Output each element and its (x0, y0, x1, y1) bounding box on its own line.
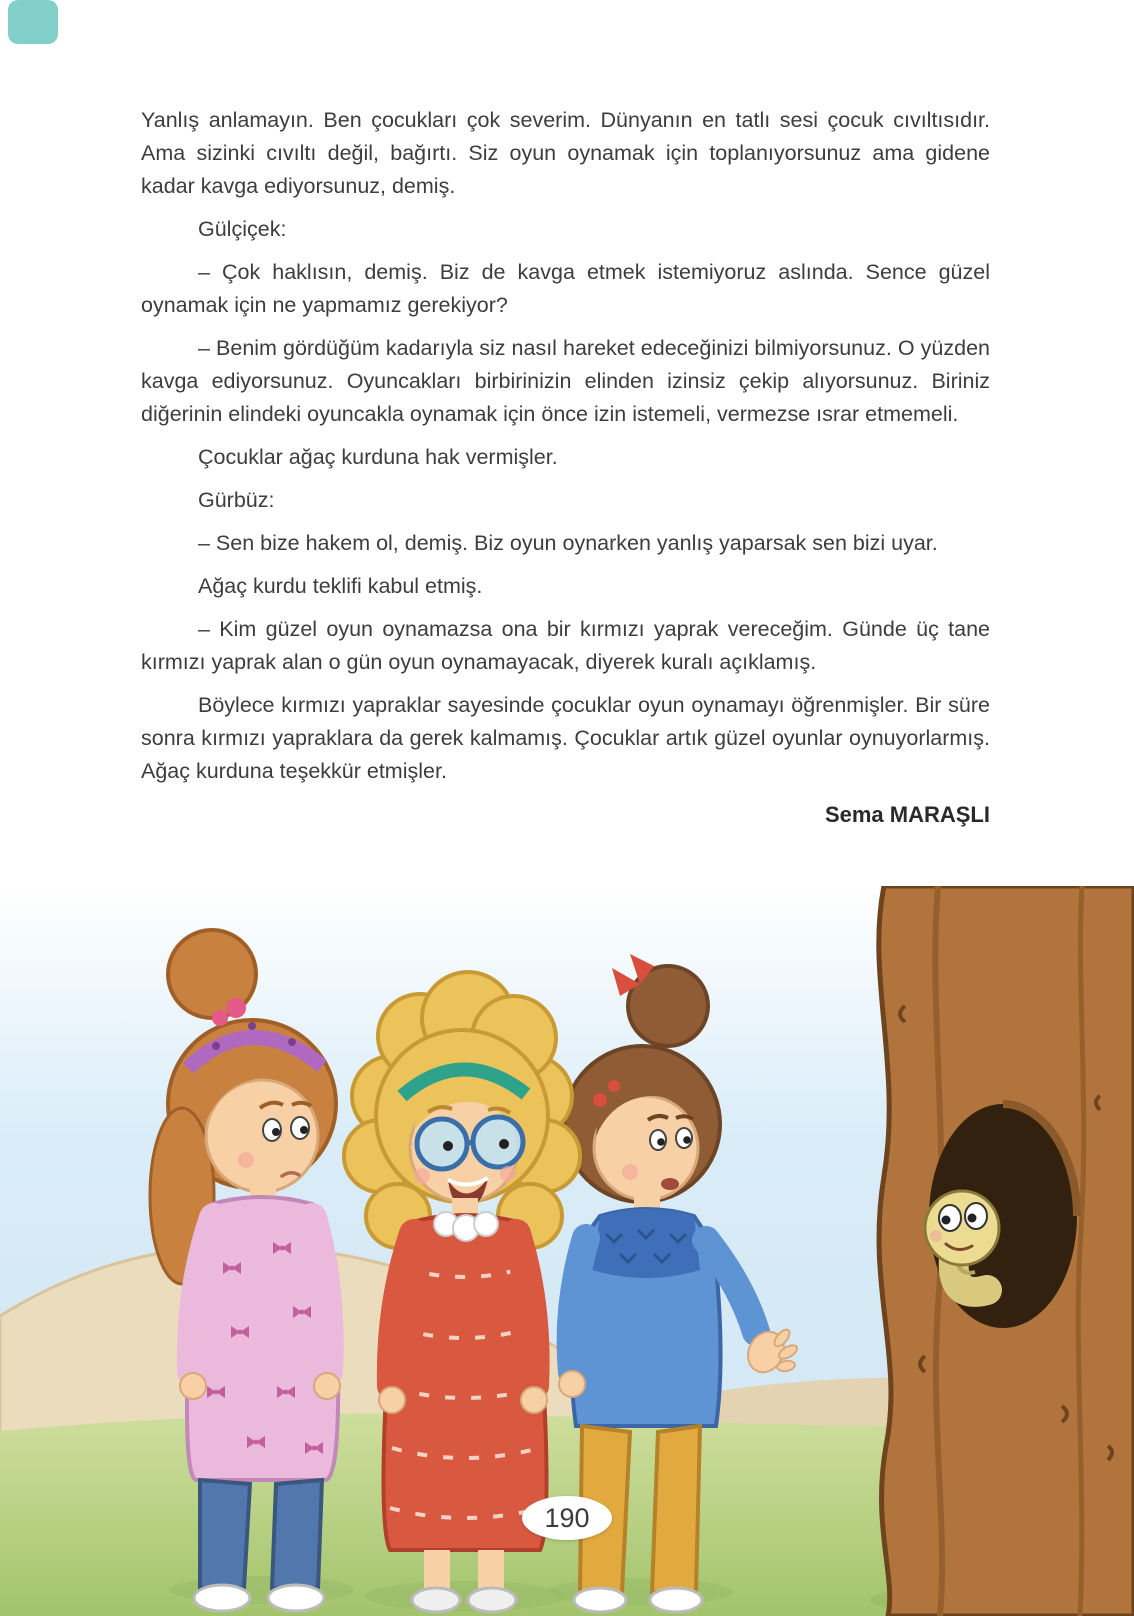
paragraph: Yanlış anlamayın. Ben çocukları çok severim. Dünyanın en tatlı sesi çocuk cıvıltısıdır. Ama sizinki cıvıltı değil, bağırtı. Siz oyun oynamak için toplanıyorsunuz ama gidene kadar kavga ediyorsunuz, demiş. (141, 108, 990, 198)
paragraph: – Benim gördüğüm kadarıyla siz nasıl hareket edeceğinizi bilmiyorsunuz. O yüzden kavga ediyorsunuz. Oyuncakları birbirinizin elinden izinsiz çekip alıyorsunuz. Biriniz diğerinin elindeki oyuncakla oynamak için önce izin istemeli, vermezse ısrar etmemeli. (141, 336, 990, 426)
paragraph: – Kim güzel oyun oynamazsa ona bir kırmızı yaprak vereceğim. Günde üç tane kırmızı yaprak alan o gün oyun oynamayacak, diyerek kuralı açıklamış. (141, 617, 990, 674)
paragraph: Gülçiçek: (198, 217, 287, 241)
page-number-badge (522, 1496, 612, 1540)
paragraph: – Çok haklısın, demiş. Biz de kavga etmek istemiyoruz aslında. Sence güzel oynamak için ne yapmamız gerekiyor? (141, 260, 990, 317)
paragraph: – Sen bize hakem ol, demiş. Biz oyun oynarken yanlış yaparsak sen bizi uyar. (198, 531, 938, 555)
corner-accent-shape (8, 0, 58, 44)
story-text (141, 104, 990, 831)
paragraph: Ağaç kurdu teklifi kabul etmiş. (198, 574, 483, 598)
story-author: Sema MARAŞLI (824, 802, 990, 827)
paragraph: Böylece kırmızı yapraklar sayesinde çocuklar oyun oynamayı öğrenmişler. Bir süre sonra kırmızı yapraklara da gerek kalmamış. Çocuklar artık güzel oyunlar oynuyorlarmış. Ağaç kurduna teşekkür etmişler. (141, 693, 990, 783)
tree-trunk (879, 886, 1134, 1616)
page-number: 190 (544, 1502, 590, 1533)
paragraph: Gürbüz: (198, 488, 275, 512)
paragraph: Çocuklar ağaç kurduna hak vermişler. (198, 445, 558, 469)
